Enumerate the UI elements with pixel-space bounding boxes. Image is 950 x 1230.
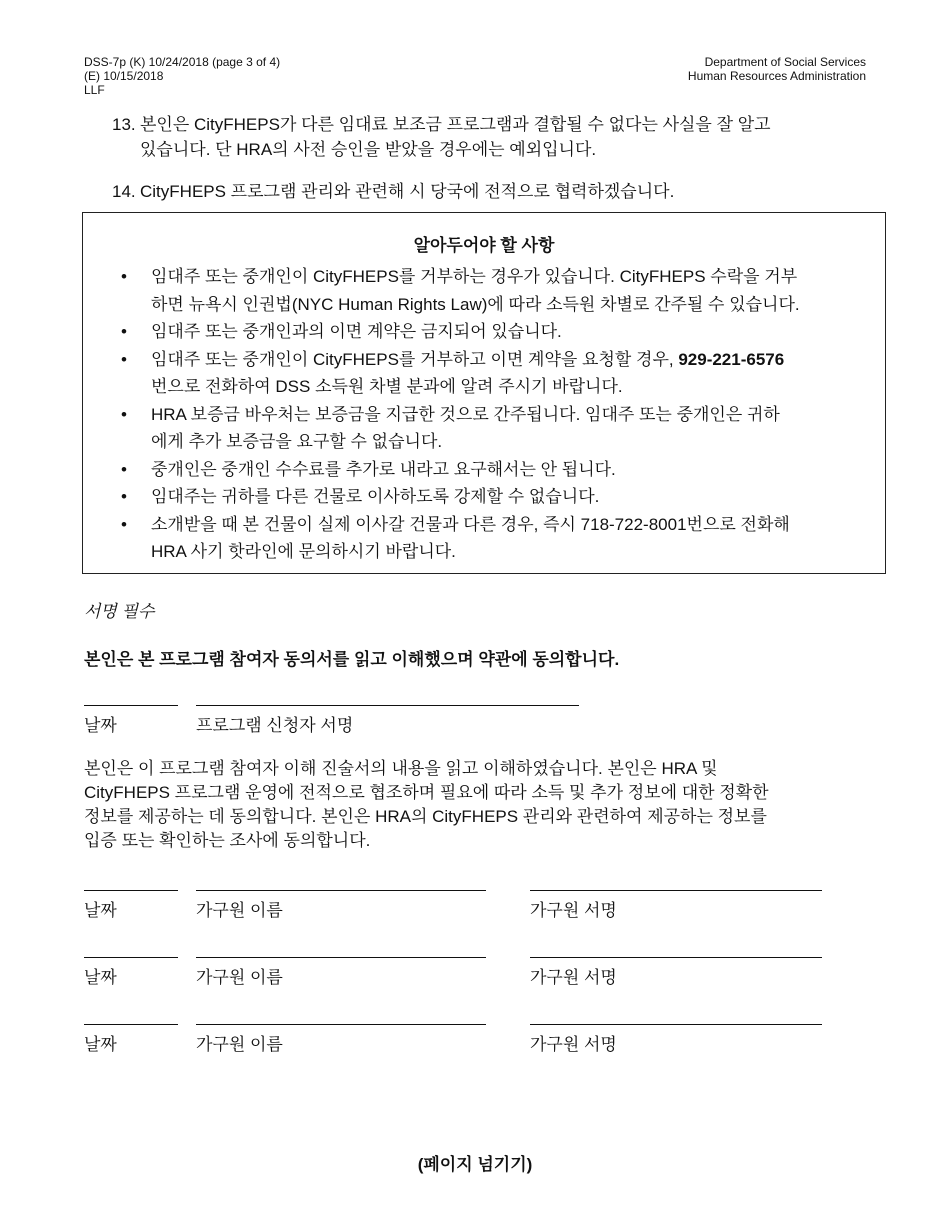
bullet-icon: • bbox=[121, 322, 127, 341]
household-name-label: 가구원 이름 bbox=[196, 968, 283, 987]
notice-text: 번으로 전화하여 DSS 소득원 차별 분과에 알려 주시기 바랍니다. bbox=[151, 377, 623, 396]
turn-page-note: (페이지 넘기기) bbox=[417, 1155, 533, 1174]
list-item-14 bbox=[112, 179, 872, 204]
household-name-field[interactable] bbox=[196, 890, 486, 891]
form-header-right bbox=[688, 55, 866, 83]
notice-text: 에게 추가 보증금을 요구할 수 없습니다. bbox=[151, 432, 443, 451]
bullet-icon: • bbox=[121, 459, 127, 479]
notice-bullet-item bbox=[107, 401, 869, 456]
household-signature-field[interactable] bbox=[530, 1024, 822, 1025]
item-text-line: 있습니다. 단 HRA의 사전 승인을 받았을 경우에는 예외입니다. bbox=[140, 140, 597, 159]
notice-text: 임대주 또는 중개인이 CityFHEPS를 거부하는 경우가 있습니다. CityFHEPS 수락을 거부 bbox=[151, 267, 798, 286]
household-signature-label: 가구원 서명 bbox=[530, 901, 617, 920]
notice-text: 중개인은 중개인 수수료를 추가로 내라고 요구해서는 안 됩니다. bbox=[151, 459, 616, 479]
edition-date: (E) 10/15/2018 bbox=[84, 69, 164, 83]
item-text-line: CityFHEPS 프로그램 관리와 관련해 시 당국에 전적으로 협력하겠습니다. bbox=[140, 182, 675, 201]
agreement-statement: 본인은 본 프로그램 참여자 동의서를 읽고 이해했으며 약관에 동의합니다. bbox=[84, 650, 620, 669]
paragraph-line: 입증 또는 확인하는 조사에 동의합니다. bbox=[84, 831, 371, 850]
item-number: 13. bbox=[112, 115, 136, 134]
date-label: 날짜 bbox=[84, 1035, 117, 1054]
bullet-icon: • bbox=[121, 267, 127, 286]
applicant-signature-field[interactable] bbox=[196, 705, 579, 706]
notice-box bbox=[82, 212, 886, 574]
notice-title: 알아두어야 할 사항 bbox=[413, 236, 555, 255]
date-label: 날짜 bbox=[84, 968, 117, 987]
notice-text: 임대주 또는 중개인과의 이면 계약은 금지되어 있습니다. bbox=[151, 322, 562, 341]
notice-bullet-item bbox=[107, 318, 869, 346]
notice-text: HRA 사기 핫라인에 문의하시기 바랍니다. bbox=[151, 542, 456, 561]
administration-name: Human Resources Administration bbox=[687, 69, 866, 83]
household-signature-field[interactable] bbox=[530, 957, 822, 958]
notice-text: 하면 뉴욕시 인권법(NYC Human Rights Law)에 따라 소득원 차별로 간주될 수 있습니다. bbox=[151, 294, 800, 314]
household-name-label: 가구원 이름 bbox=[196, 1035, 283, 1054]
phone-number: 929-221-6576 bbox=[678, 349, 785, 369]
list-item-13 bbox=[112, 112, 872, 162]
department-name: Department of Social Services bbox=[704, 55, 866, 69]
household-signature-label: 가구원 서명 bbox=[530, 968, 617, 987]
household-date-field[interactable] bbox=[84, 957, 178, 958]
date-label: 날짜 bbox=[84, 901, 117, 920]
bullet-icon: • bbox=[121, 404, 127, 424]
date-label: 날짜 bbox=[84, 716, 117, 735]
paragraph-line: 본인은 이 프로그램 참여자 이해 진술서의 내용을 읽고 이해하였습니다. 본인은 HRA 및 bbox=[84, 759, 718, 778]
household-name-label: 가구원 이름 bbox=[196, 901, 283, 920]
notice-text-part: 임대주 또는 중개인이 CityFHEPS를 거부하고 이면 계약을 요청할 경우, bbox=[151, 349, 679, 369]
household-date-field[interactable] bbox=[84, 1024, 178, 1025]
household-name-field[interactable] bbox=[196, 957, 486, 958]
bullet-icon: • bbox=[121, 487, 127, 506]
language-code: LLF bbox=[84, 83, 105, 97]
notice-bullet-item bbox=[107, 346, 869, 401]
notice-text bbox=[151, 346, 869, 374]
notice-bullet-item bbox=[107, 456, 869, 484]
household-date-field[interactable] bbox=[84, 890, 178, 891]
signature-required-label: 서명 필수 bbox=[84, 602, 155, 621]
household-name-field[interactable] bbox=[196, 1024, 486, 1025]
household-signature-label: 가구원 서명 bbox=[530, 1035, 617, 1054]
notice-text: 소개받을 때 본 건물이 실제 이사갈 건물과 다른 경우, 즉시 718-722-8001번으로 전화해 bbox=[151, 514, 790, 534]
applicant-date-field[interactable] bbox=[84, 705, 178, 706]
form-code: DSS-7p (K) 10/24/2018 (page 3 of 4) bbox=[84, 55, 281, 69]
paragraph-line: CityFHEPS 프로그램 운영에 전적으로 협조하며 필요에 따라 소득 및 추가 정보에 대한 정확한 bbox=[84, 783, 769, 802]
consent-paragraph bbox=[84, 757, 874, 853]
paragraph-line: 정보를 제공하는 데 동의합니다. 본인은 HRA의 CityFHEPS 관리와 관련하여 제공하는 정보를 bbox=[84, 807, 767, 826]
notice-list bbox=[107, 263, 869, 566]
bullet-icon: • bbox=[121, 514, 127, 534]
notice-text: 임대주는 귀하를 다른 건물로 이사하도록 강제할 수 없습니다. bbox=[151, 487, 600, 506]
item-number: 14. bbox=[112, 182, 136, 201]
notice-bullet-item bbox=[107, 263, 869, 318]
bullet-icon: • bbox=[121, 349, 127, 369]
item-text-line: 본인은 CityFHEPS가 다른 임대료 보조금 프로그램과 결합될 수 없다는 사실을 잘 알고 bbox=[140, 115, 771, 134]
form-header-left bbox=[84, 55, 280, 97]
notice-bullet-item bbox=[107, 511, 869, 566]
household-signature-field[interactable] bbox=[530, 890, 822, 891]
notice-bullet-item bbox=[107, 483, 869, 511]
applicant-signature-label: 프로그램 신청자 서명 bbox=[196, 716, 354, 735]
notice-text: HRA 보증금 바우처는 보증금을 지급한 것으로 간주됩니다. 임대주 또는 중개인은 귀하 bbox=[151, 404, 780, 424]
